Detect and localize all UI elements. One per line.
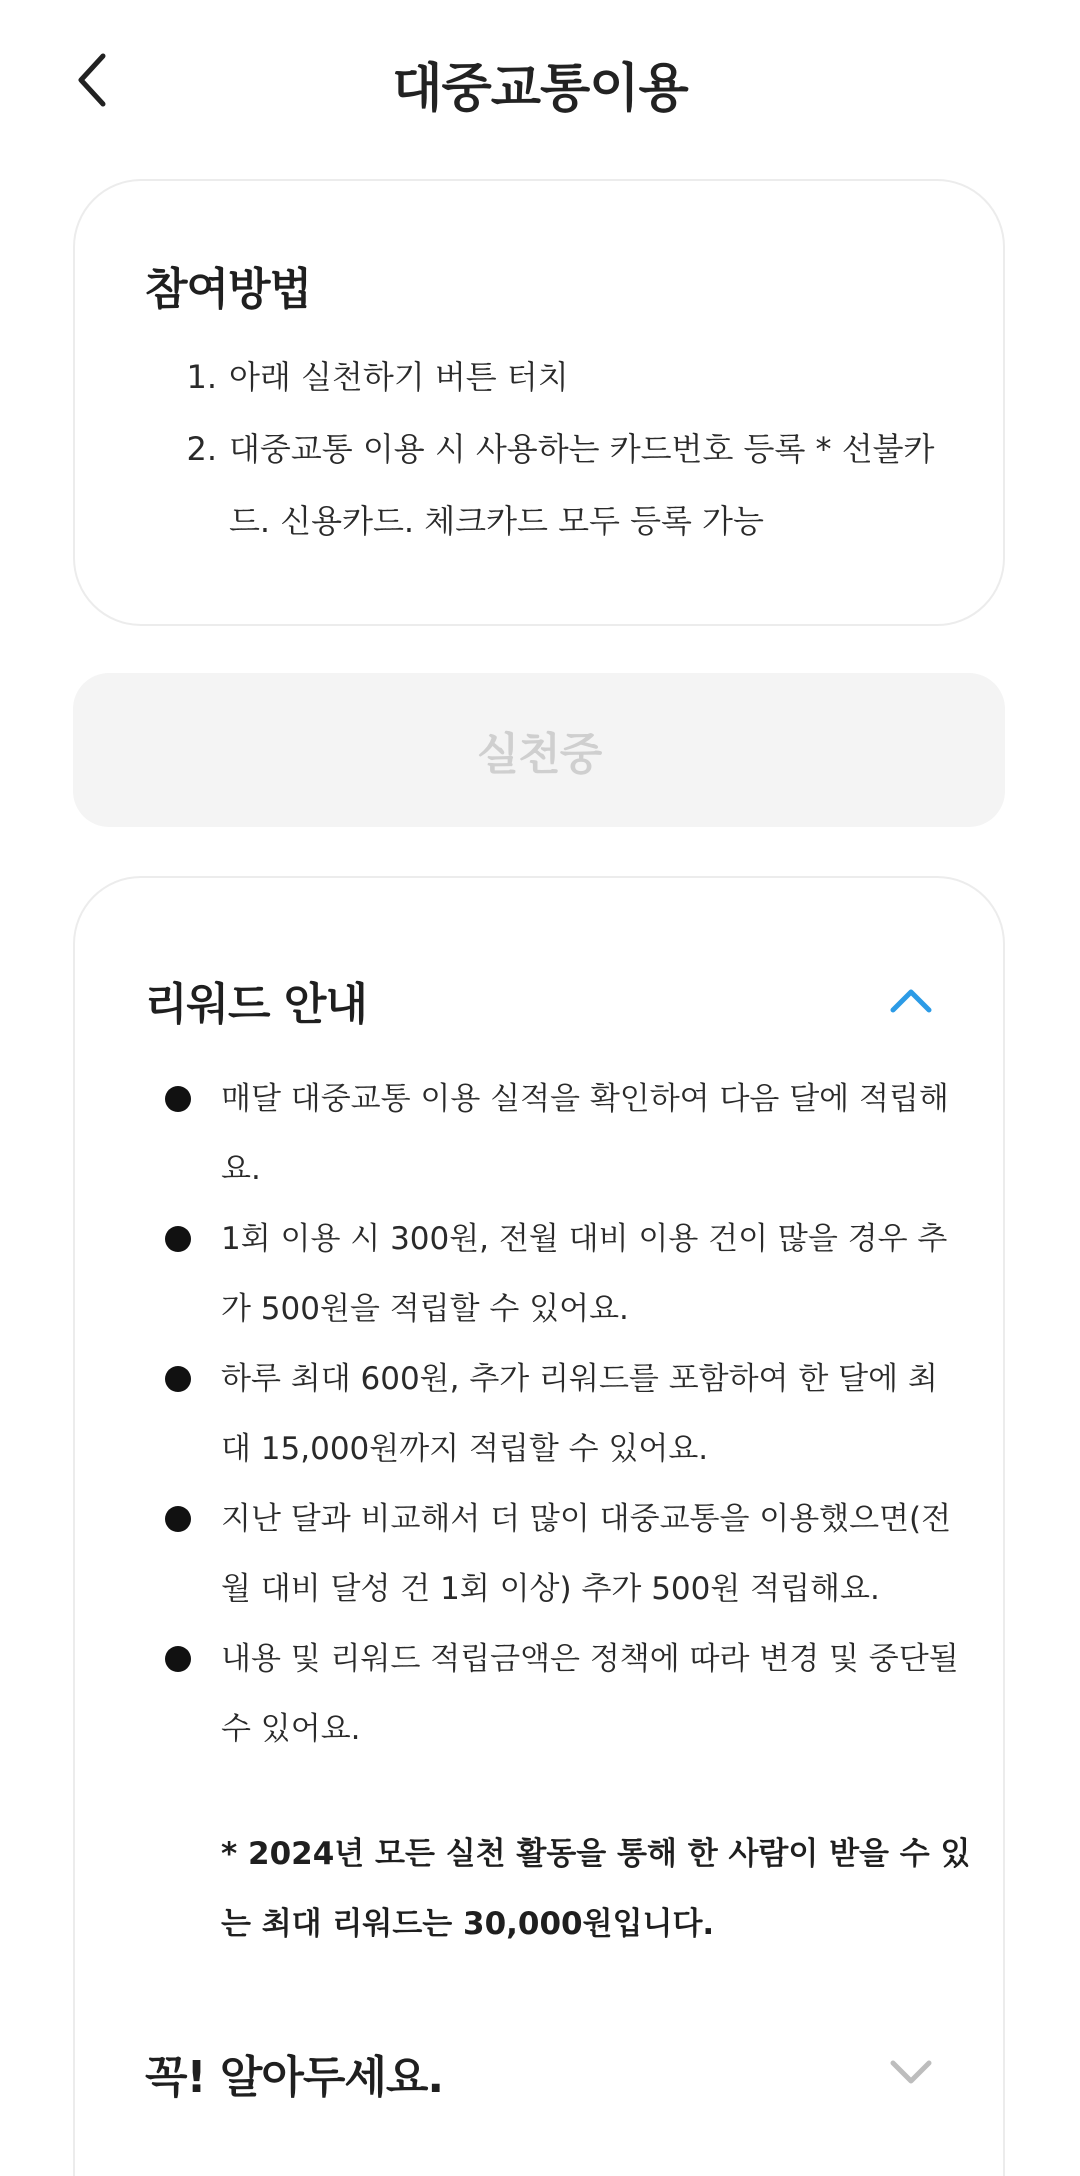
howto-title: 참여방법 xyxy=(145,264,312,315)
reward-card xyxy=(73,876,1005,2176)
step-number: 1. xyxy=(186,358,217,396)
bullet-icon xyxy=(165,1646,191,1672)
list-item xyxy=(165,1204,965,1344)
reward-accordion-header[interactable] xyxy=(145,950,933,1050)
bullet-icon xyxy=(165,1086,191,1112)
howto-card xyxy=(73,179,1005,626)
chevron-down-icon[interactable] xyxy=(889,2051,933,2095)
list-item xyxy=(175,341,975,413)
list-item xyxy=(165,1484,965,1624)
page-title: 대중교통이용 xyxy=(392,59,688,119)
notice-accordion-header[interactable] xyxy=(145,2028,933,2118)
bullet-icon xyxy=(165,1226,191,1252)
list-item xyxy=(165,1624,965,1764)
bullet-text: 하루 최대 600원, 추가 리워드를 포함하여 한 달에 최대 15,000원까지 적립할 수 있어요. xyxy=(221,1361,938,1467)
reward-max-note: * 2024년 모든 실천 활동을 통해 한 사람이 받을 수 있는 최대 리워드는 30,000원입니다. xyxy=(221,1836,971,1942)
howto-steps xyxy=(175,341,975,557)
practice-button[interactable]: 실천중 xyxy=(73,673,1005,827)
reward-title: 리워드 안내 xyxy=(145,979,367,1030)
step-number: 2. xyxy=(186,430,217,468)
notice-title: 꼭! 알아두세요. xyxy=(145,2052,444,2103)
list-item xyxy=(165,1064,965,1204)
bullet-icon xyxy=(165,1366,191,1392)
bullet-text: 1회 이용 시 300원, 전월 대비 이용 건이 많을 경우 추가 500원을 적립할 수 있어요. xyxy=(221,1221,948,1327)
bullet-text: 지난 달과 비교해서 더 많이 대중교통을 이용했으면(전월 대비 달성 건 1회 이상) 추가 500원 적립해요. xyxy=(221,1501,952,1607)
bullet-icon xyxy=(165,1506,191,1532)
step-text: 대중교통 이용 시 사용하는 카드번호 등록 * 선불카드. 신용카드. 체크카드 모두 등록 가능 xyxy=(229,430,935,540)
chevron-up-icon[interactable] xyxy=(889,978,933,1022)
reward-bullets xyxy=(165,1064,965,1764)
list-item xyxy=(175,413,975,557)
step-text: 아래 실천하기 버튼 터치 xyxy=(229,358,569,396)
app-header xyxy=(0,0,1080,160)
bullet-text: 내용 및 리워드 적립금액은 정책에 따라 변경 및 중단될 수 있어요. xyxy=(221,1641,959,1747)
list-item xyxy=(165,1344,965,1484)
bullet-text: 매달 대중교통 이용 실적을 확인하여 다음 달에 적립해요. xyxy=(221,1081,949,1187)
